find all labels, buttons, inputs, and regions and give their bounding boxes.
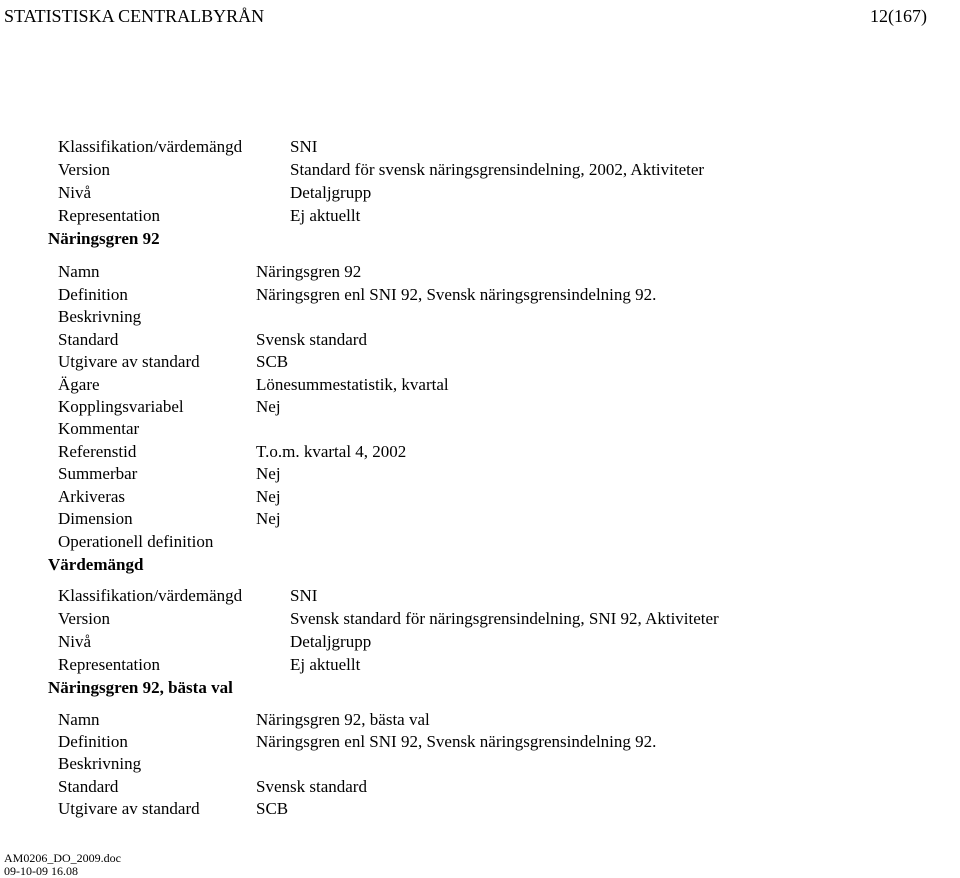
organization-name: STATISTISKA CENTRALBYRÅN — [4, 6, 265, 26]
utgivare-label: Utgivare av standard — [58, 799, 200, 818]
kommentar-label: Kommentar — [58, 419, 140, 438]
namn-value: Näringsgren 92, bästa val — [256, 710, 430, 729]
section-title: Näringsgren 92 — [48, 229, 160, 248]
niva-value: Detaljgrupp — [290, 632, 372, 651]
representation-label: Representation — [58, 655, 160, 674]
footer-datetime: 09-10-09 16.08 — [4, 864, 78, 878]
definition-label: Definition — [58, 285, 128, 304]
namn-label: Namn — [58, 710, 100, 729]
utgivare-label: Utgivare av standard — [58, 352, 200, 371]
classification-label: Klassifikation/värdemängd — [58, 137, 243, 156]
referenstid-value: T.o.m. kvartal 4, 2002 — [256, 442, 407, 461]
agare-label: Ägare — [58, 375, 100, 394]
utgivare-value: SCB — [256, 799, 289, 818]
version-value: Svensk standard för näringsgrensindelning, SNI 92, Aktiviteter — [290, 609, 719, 628]
operationell-definition-label: Operationell definition — [58, 532, 214, 551]
summerbar-label: Summerbar — [58, 464, 138, 483]
classification-value: SNI — [290, 137, 318, 156]
representation-value: Ej aktuellt — [290, 655, 361, 674]
representation-value: Ej aktuellt — [290, 206, 361, 225]
kopplingsvariabel-label: Kopplingsvariabel — [58, 397, 184, 416]
beskrivning-label: Beskrivning — [58, 307, 142, 326]
version-label: Version — [58, 160, 110, 179]
dimension-value: Nej — [256, 509, 281, 528]
arkiveras-value: Nej — [256, 487, 281, 506]
definition-value: Näringsgren enl SNI 92, Svensk näringsgrensindelning 92. — [256, 285, 657, 304]
kopplingsvariabel-value: Nej — [256, 397, 281, 416]
niva-label: Nivå — [58, 632, 92, 651]
standard-label: Standard — [58, 330, 119, 349]
referenstid-label: Referenstid — [58, 442, 137, 461]
summerbar-value: Nej — [256, 464, 281, 483]
representation-label: Representation — [58, 206, 160, 225]
namn-label: Namn — [58, 262, 100, 281]
namn-value: Näringsgren 92 — [256, 262, 362, 281]
beskrivning-label: Beskrivning — [58, 754, 142, 773]
version-value: Standard för svensk näringsgrensindelning, 2002, Aktiviteter — [290, 160, 705, 179]
page-number: 12(167) — [870, 6, 927, 26]
definition-value: Näringsgren enl SNI 92, Svensk näringsgrensindelning 92. — [256, 732, 657, 751]
version-label: Version — [58, 609, 110, 628]
classification-value: SNI — [290, 586, 318, 605]
niva-value: Detaljgrupp — [290, 183, 372, 202]
definition-label: Definition — [58, 732, 128, 751]
section-title: Näringsgren 92, bästa val — [48, 678, 233, 697]
dimension-label: Dimension — [58, 509, 133, 528]
utgivare-value: SCB — [256, 352, 289, 371]
footer-filename: AM0206_DO_2009.doc — [4, 851, 121, 865]
standard-value: Svensk standard — [256, 777, 367, 796]
niva-label: Nivå — [58, 183, 92, 202]
arkiveras-label: Arkiveras — [58, 487, 126, 506]
standard-value: Svensk standard — [256, 330, 367, 349]
vardemangd-title: Värdemängd — [48, 555, 144, 574]
classification-label: Klassifikation/värdemängd — [58, 586, 243, 605]
agare-value: Lönesummestatistik, kvartal — [256, 375, 449, 394]
standard-label: Standard — [58, 777, 119, 796]
